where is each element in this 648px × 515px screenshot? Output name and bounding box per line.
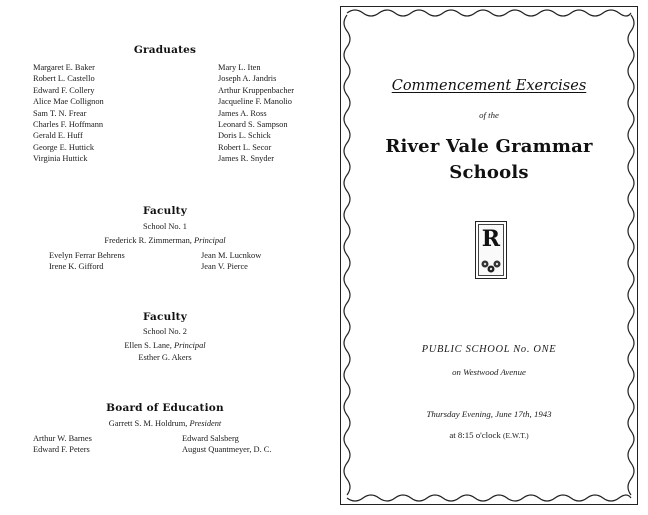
scroll-border-left [341,7,353,504]
scroll-border-bottom [341,492,637,504]
cover-title: Commencement Exercises [391,78,587,94]
scroll-border-right [625,7,637,504]
graduate-name: Sam T. N. Frear [33,108,87,118]
faculty-member: Evelyn Ferrar Behrens [49,251,125,260]
monogram-letter: R [481,226,501,252]
graduate-name: Gerald E. Huff [33,131,83,141]
board-heading: Board of Education [106,402,224,414]
president-name: Garrett S. M. Holdrum, [108,419,188,428]
board-president [70,418,260,429]
faculty-1-school: School No. 1 [143,222,187,231]
graduate-name: Doris L. Schick [218,131,271,141]
board-member: August Quantmeyer, D. C. [182,445,272,455]
graduate-name: George E. Huttick [33,142,95,152]
time-text: at 8:15 o'clock [449,430,501,440]
board-right-col [182,433,271,456]
graduate-name: Jacqueline F. Manolio [218,97,292,107]
faculty-member: Irene K. Gifford [49,262,104,272]
faculty-1-principal [60,235,270,246]
board-member: Arthur W. Barnes [33,434,92,443]
board-left-col [33,433,92,456]
faculty-member: Jean M. Lucnkow [201,251,262,260]
principal-name: Frederick R. Zimmerman, [104,236,192,245]
graduate-name: Leonard S. Sampson [218,120,288,130]
board-member: Edward Salsberg [182,434,239,443]
principal-title: Principal [193,236,226,245]
time-line [390,430,588,440]
graduates-heading: Graduates [133,44,197,56]
graduate-name: James A. Ross [218,108,267,118]
location-line: on Westwood Avenue [452,367,526,377]
graduate-name: Arthur Kruppenbacher [218,85,295,95]
faculty-1-left-col [49,250,125,273]
principal-title: Principal [173,341,206,350]
graduate-name: Mary L. Iten [218,63,261,72]
faculty-2-school: School No. 2 [143,327,187,336]
principal-name: Ellen S. Lane, [124,341,172,350]
faculty-2-heading: Faculty [142,311,188,323]
graduate-name: Alice Mae Collignon [33,97,104,107]
date-line: Thursday Evening, June 17th, 1943 [426,409,552,419]
faculty-1-right-col [201,250,261,273]
graduate-name: James R. Snyder [218,154,275,164]
graduate-name: Robert L. Secor [218,142,272,152]
cover-school-name-line-2: Schools [449,162,529,183]
graduate-name: Edward F. Collery [33,85,95,95]
cover-school-name-line-1: River Vale Grammar [385,136,593,157]
faculty-2-principal [80,340,250,351]
graduate-name: Virginia Huttick [33,154,88,164]
scroll-border-top [341,7,637,19]
graduates-column-1 [33,62,104,165]
graduate-name: Charles F. Hoffmann [33,120,104,130]
flower-ornament-icon [479,258,503,274]
board-member: Edward F. Peters [33,445,90,455]
president-title: President [189,419,222,428]
graduate-name: Robert L. Castello [33,74,95,84]
graduate-name: Joseph A. Jandris [218,74,277,84]
monogram-emblem [475,221,507,279]
faculty-1-heading: Faculty [142,205,188,217]
cover-of-the: of the [479,110,499,120]
time-zone: (E.W.T.) [503,431,529,440]
public-school-line: PUBLIC SCHOOL No. ONE [421,344,557,355]
program-cover-page [330,0,648,515]
graduates-column-2 [218,62,294,165]
faculty-member: Jean V. Pierce [201,262,248,272]
faculty-2-member: Esther G. Akers [138,353,192,362]
graduate-name: Margaret E. Baker [33,63,95,72]
